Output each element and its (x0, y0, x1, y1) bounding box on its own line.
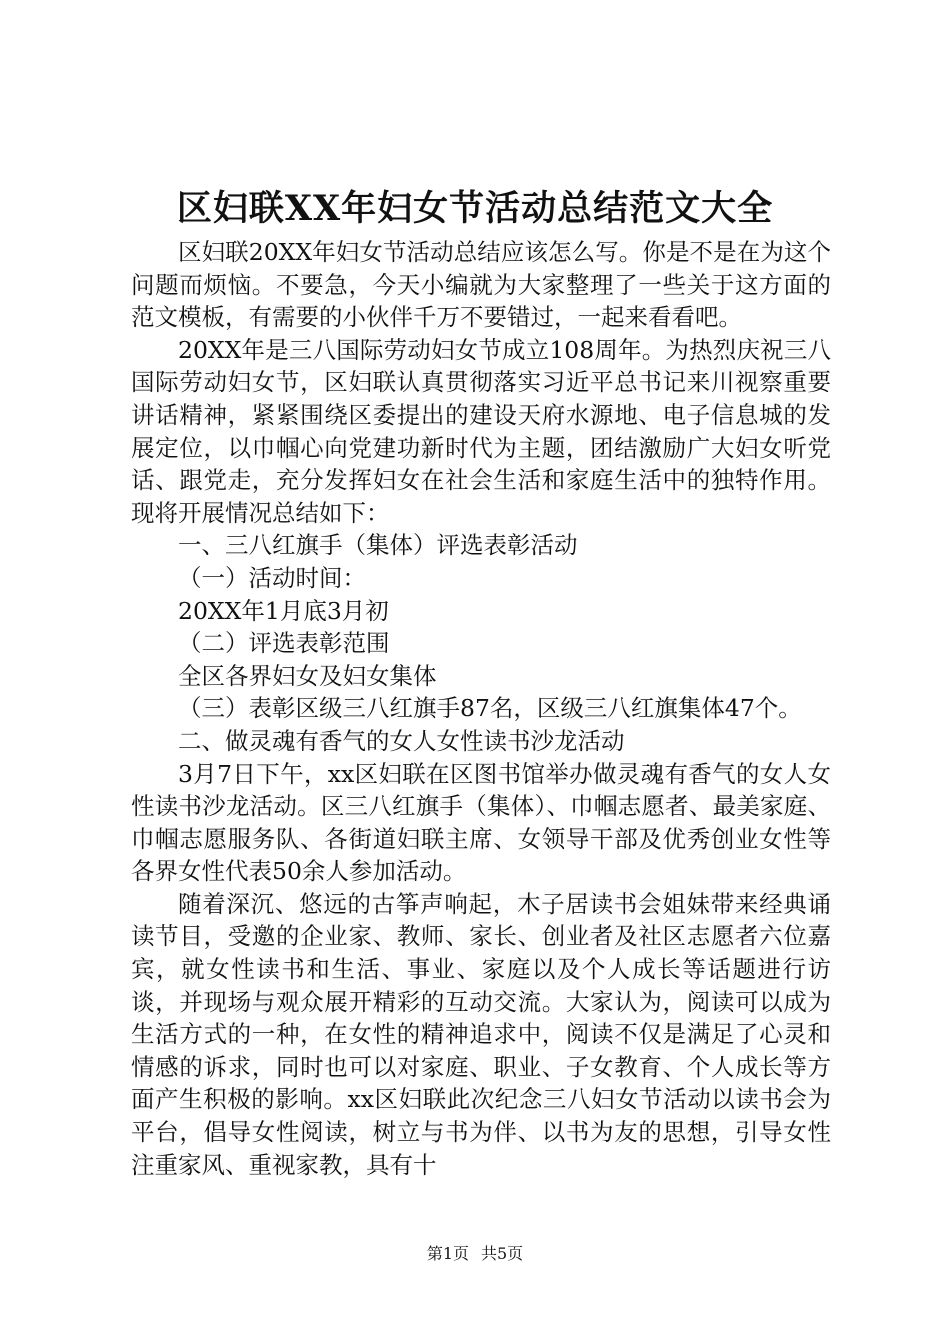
page-count: 共5页 (481, 1244, 524, 1263)
scope-value: 全区各界妇女及妇女集体 (178, 661, 437, 690)
section-heading-1: 一、三八红旗手（集体）评选表彰活动 (178, 531, 578, 560)
background-paragraph: 20XX年是三八国际劳动妇女节成立108周年。为热烈庆祝三八国际劳动妇女节，区妇联认真贯彻落实习近平总书记来川视察重要讲话精神，紧紧围绕区委提出的建设天府水源地、电子信息城的发展定位，以巾帼心向党建功新时代为主题，团结激励广大妇女听党话、跟党走，充分发挥妇女在社会生活和家庭生活中的独特作用。现将开展情况总结如下： (131, 335, 831, 527)
subheading-activity-time: （一）活动时间： (178, 563, 366, 592)
section-heading-2: 二、做灵魂有香气的女人女性读书沙龙活动 (178, 726, 625, 755)
activity-time-value: 20XX年1月底3月初 (178, 596, 389, 625)
intro-paragraph: 区妇联20XX年妇女节活动总结应该怎么写。你是不是在为这个问题而烦恼。不要急，今天小编就为大家整理了一些关于这方面的范文模板，有需要的小伙伴千万不要错过，一起来看看吧。 (131, 238, 831, 332)
document-body (131, 236, 831, 1181)
award-summary-paragraph: （三）表彰区级三八红旗手87名，区级三八红旗集体47个。 (178, 694, 802, 723)
salon-detail-paragraph: 随着深沉、悠远的古筝声响起，木子居读书会姐妹带来经典诵读节目，受邀的企业家、教师、家长、创业者及社区志愿者六位嘉宾，就女性读书和生活、事业、家庭以及个人成长等话题进行访谈，并现场与观众展开精彩的互动交流。大家认为，阅读可以成为生活方式的一种，在女性的精神追求中，阅读不仅是满足了心灵和情感的诉求，同时也可以对家庭、职业、子女教育、个人成长等方面产生积极的影响。xx区妇联此次纪念三八妇女节活动以读书会为平台，倡导女性阅读，树立与书为伴、以书为友的思想，引导女性注重家风、重视家教，具有十 (131, 889, 831, 1179)
salon-event-paragraph: 3月7日下午，xx区妇联在区图书馆举办做灵魂有香气的女人女性读书沙龙活动。区三八红旗手（集体）、巾帼志愿者、最美家庭、巾帼志愿服务队、各街道妇联主席、女领导干部及优秀创业女性等各界女性代表50余人参加活动。 (131, 759, 831, 886)
document-title: 区妇联XX年妇女节活动总结范文大全 (176, 188, 774, 229)
page-number: 第1页 (426, 1244, 469, 1263)
page-footer (0, 1243, 950, 1265)
subheading-scope: （二）评选表彰范围 (178, 629, 390, 658)
